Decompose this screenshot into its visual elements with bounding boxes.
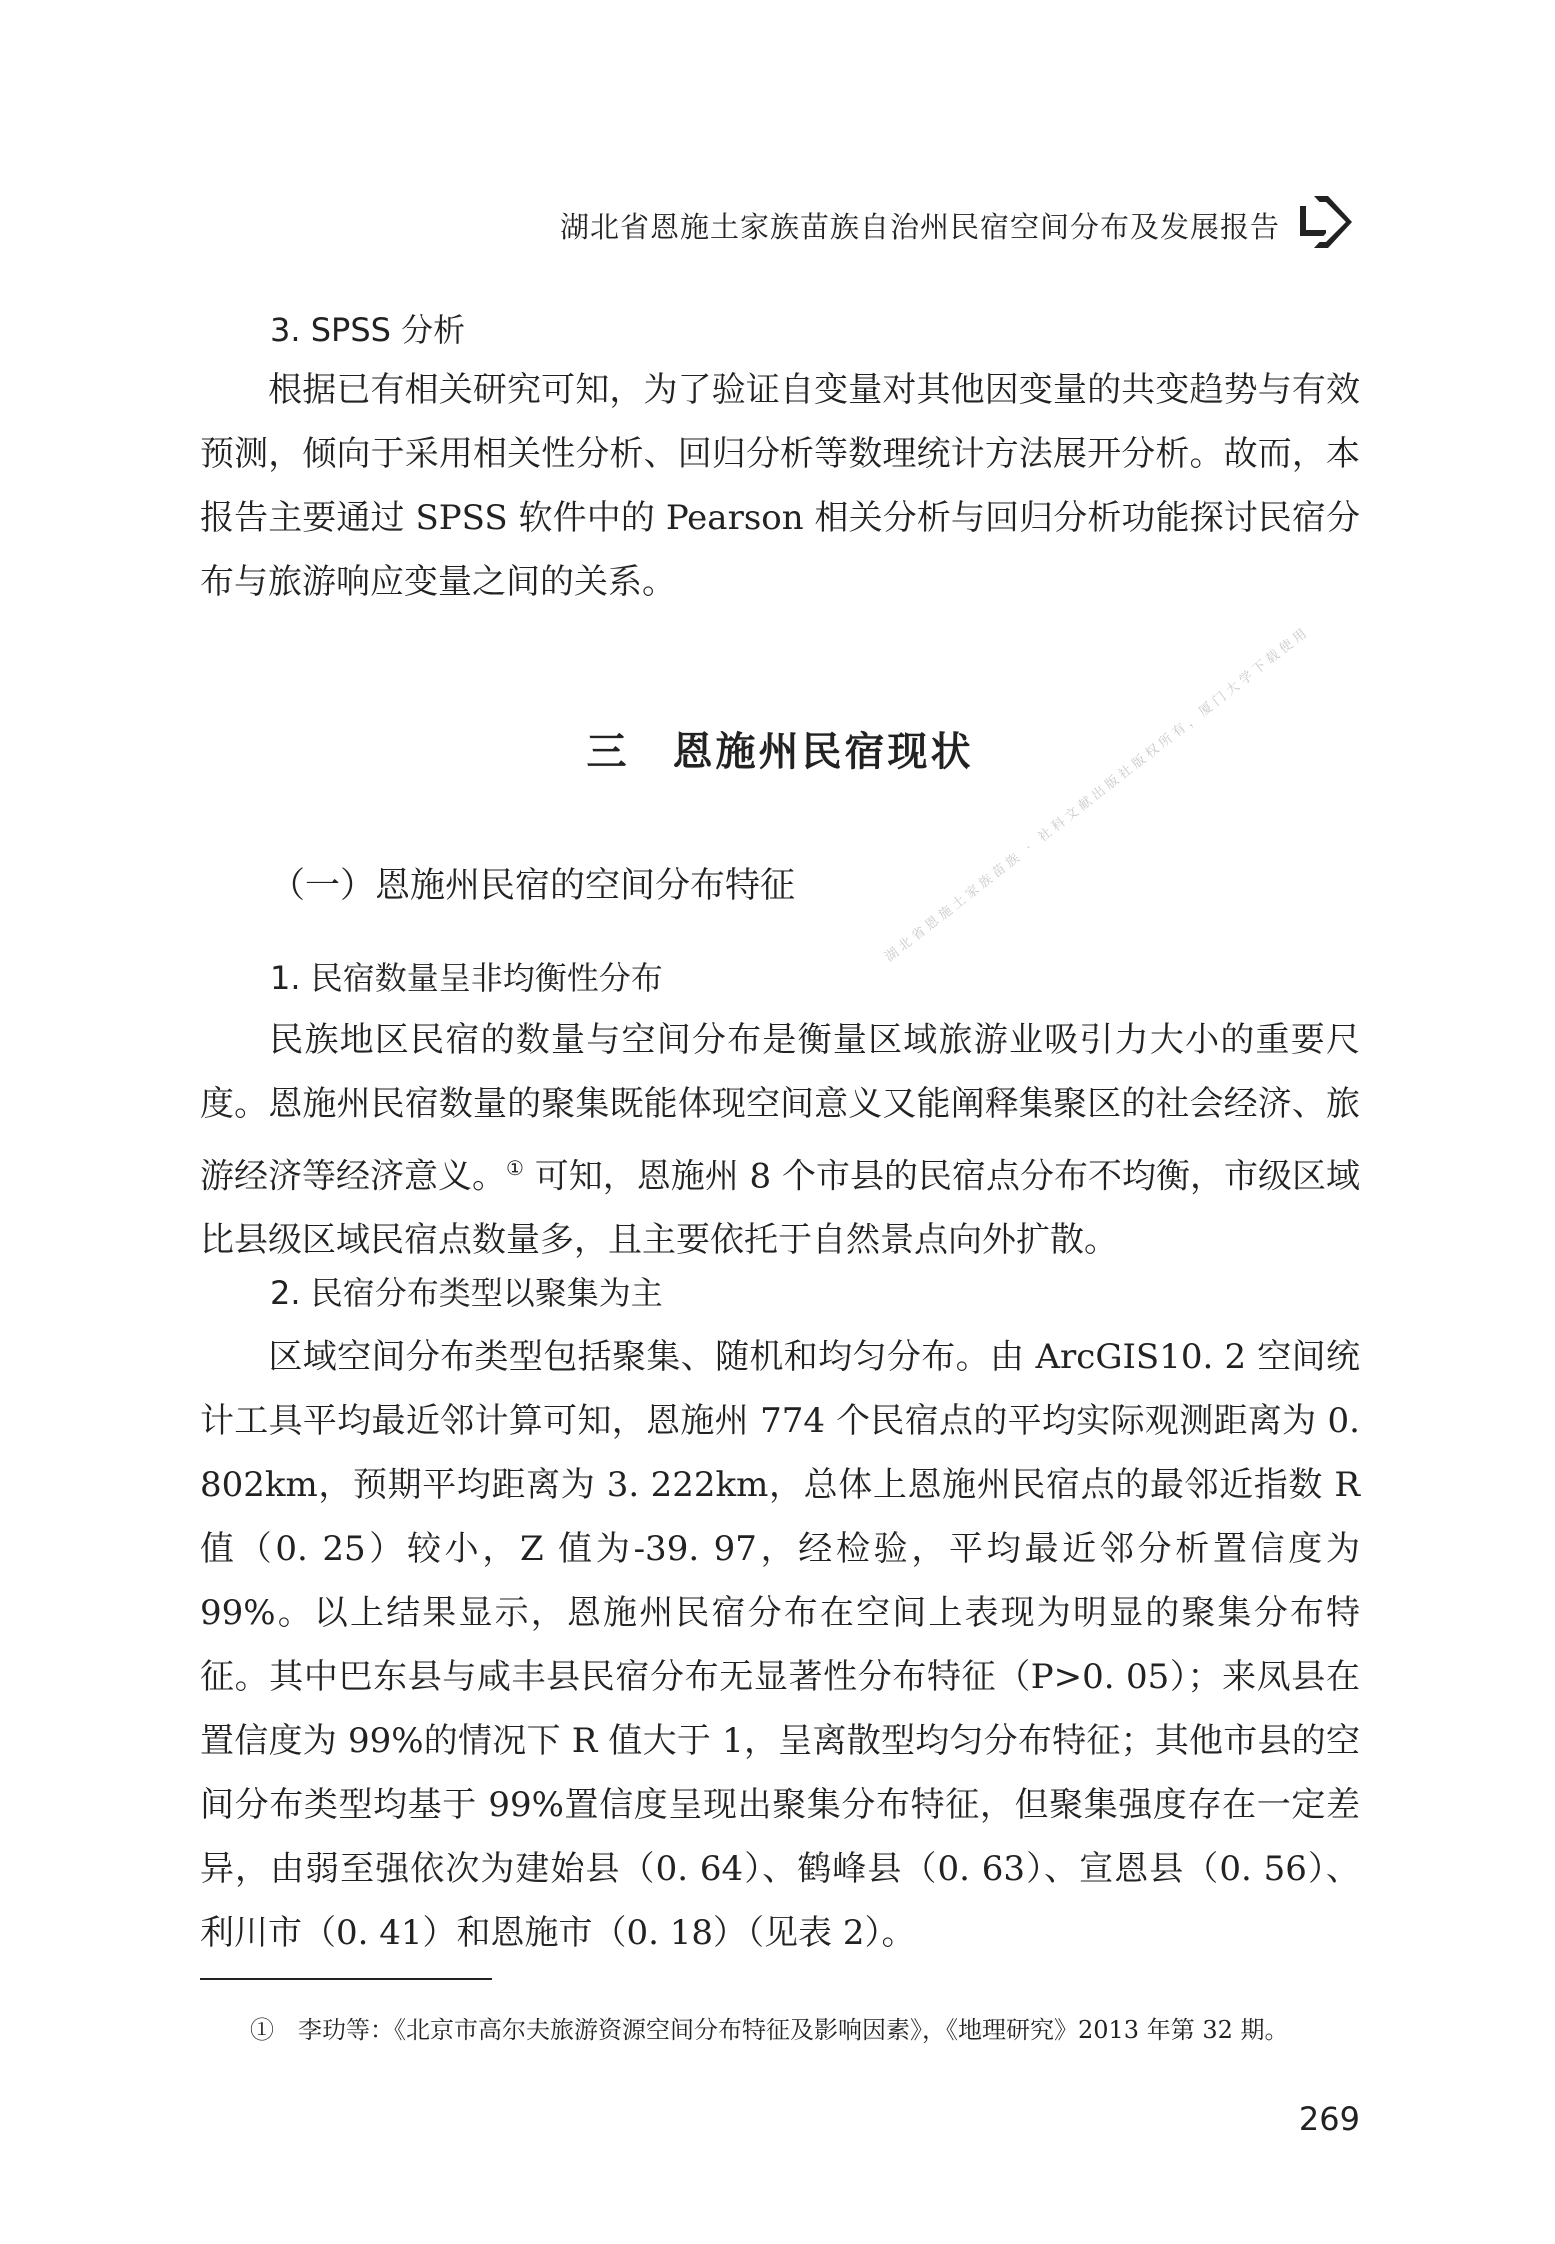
- section-title: 三 恩施州民宿现状: [586, 729, 974, 775]
- subheading-spss: 3. SPSS 分析: [270, 311, 466, 349]
- paragraph-distribution-count: 民族地区民宿的数量与空间分布是衡量区域旅游业吸引力大小的重要尺度。恩施州民宿数量的聚集既能体现空间意义又能阐释集聚区的社会经济、旅游经济等经济意义。① 可知，恩施州 8 个市县的民宿点分布不均衡，市级区域比县级区域民宿点数量多，且主要依托于自然景点向外扩散。: [200, 1020, 1360, 1261]
- footnote-divider: [200, 1978, 492, 1980]
- paragraph-distribution-type: 区域空间分布类型包括聚集、随机和均匀分布。由 ArcGIS10. 2 空间统计工具平均最近邻计算可知，恩施州 774 个民宿点的平均实际观测距离为 0. 802km，预期平均距离为 3. 222km，总体上恩施州民宿点的最邻近指数 R 值（0. 25）较小，Z 值为-39. 97，经检验，平均最近邻分析置信度为 99%。以上结果显示，恩施州民宿分布在空间上表现为明显的聚集分布特征。其中巴东县与咸丰县民宿分布无显著性分布特征（P>0. 05）；来凤县在置信度为 99%的情况下 R 值大于 1，呈离散型均匀分布特征；其他市县的空间分布类型均基于 99%置信度呈现出聚集分布特征，但聚集强度存在一定差异，由弱至强依次为建始县（0. 64）、鹤峰县（0. 63）、宣恩县（0. 56）、利川市（0. 41）和恩施市（0. 18）（见表 2）。: [200, 1337, 1360, 1953]
- page-number: 269: [1298, 2100, 1360, 2138]
- subsection-title: （一）恩施州民宿的空间分布特征: [270, 866, 796, 906]
- heading-distribution-count: 1. 民宿数量呈非均衡性分布: [270, 959, 663, 997]
- paragraph-spss: 根据已有相关研究可知，为了验证自变量对其他因变量的共变趋势与有效预测，倾向于采用相关性分析、回归分析等数理统计方法展开分析。故而，本报告主要通过 SPSS 软件中的 Pearson 相关分析与回归分析功能探讨民宿分布与旅游响应变量之间的关系。: [200, 370, 1360, 602]
- publisher-logo-icon: [1296, 192, 1360, 252]
- heading-distribution-type: 2. 民宿分布类型以聚集为主: [270, 1274, 663, 1312]
- watermark: 湖北省恩施土家族苗族 · 社科文献出版社版权所有，厦门大学下载使用: [882, 624, 1313, 965]
- footnote: ① 李玏等：《北京市高尔夫旅游资源空间分布特征及影响因素》，《地理研究》2013 年第 32 期。: [250, 2016, 1289, 2044]
- running-header: 湖北省恩施土家族苗族自治州民宿空间分布及发展报告: [559, 210, 1280, 244]
- footnote-ref[interactable]: ①: [506, 1156, 524, 1180]
